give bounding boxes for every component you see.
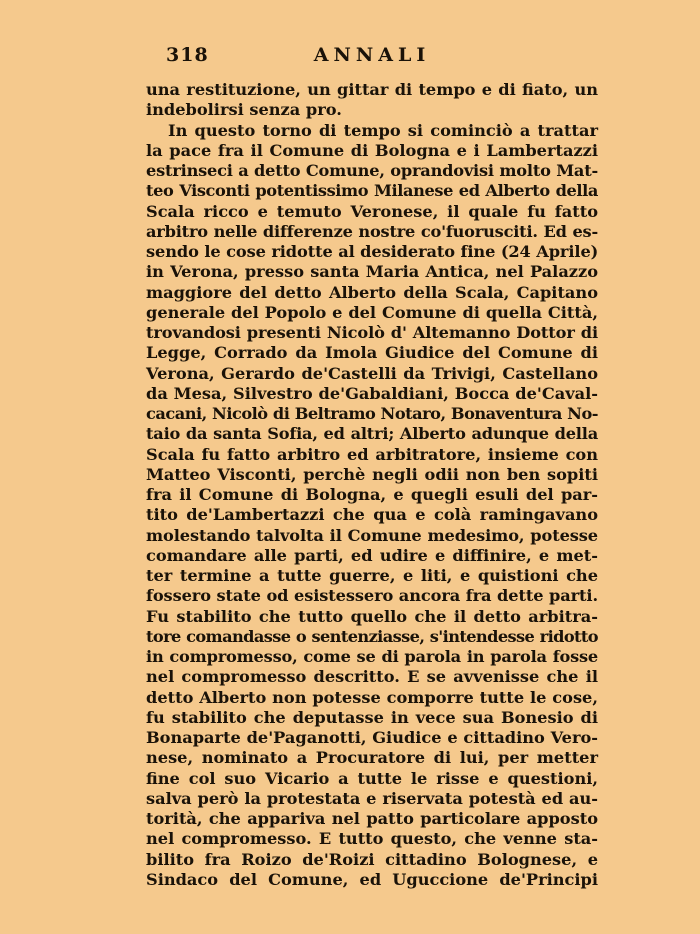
text-line: nese, nominato a Procuratore di lui, per metter (146, 748, 598, 768)
running-head (146, 44, 598, 72)
text-line: Verona, Gerardo de'Castelli da Trivigi, Castellano (146, 363, 598, 383)
text-line: sendo le cose ridotte al desiderato fine (24 Aprile) (146, 242, 599, 261)
text-line: Scala ricco e temuto Veronese, il quale fu fatto (146, 201, 598, 221)
text-line: indebolirsi senza pro. (146, 100, 342, 120)
text-line: fine col suo Vicario a tutte le risse e questioni, (146, 768, 598, 788)
text-line: in compromesso, come se di parola in parola fosse (146, 647, 598, 666)
text-line: maggiore del detto Alberto della Scala, Capitano (146, 282, 598, 302)
text-line: Legge, Corrado da Imola Giudice del Comune di (146, 343, 598, 363)
text-line: fossero state od esistessero ancora fra dette parti. (146, 586, 598, 606)
text-line: in Verona, presso santa Maria Antica, nel Palazzo (146, 262, 598, 282)
text-line: da Mesa, Silvestro de'Gabaldiani, Bocca de'Caval- (146, 383, 598, 403)
text-line: bilito fra Roizo de'Roizi cittadino Bolognese, e (146, 849, 598, 869)
text-line: arbitro nelle differenze nostre co'fuorusciti. Ed es- (146, 221, 598, 241)
text-line: molestando talvolta il Comune medesimo, potesse (146, 525, 598, 545)
text-line: comandare alle parti, ed udire e diffinire, e met- (146, 545, 598, 565)
text-line: fu stabilito che deputasse in vece sua Bonesio di (146, 707, 598, 727)
text-line: Bonaparte de'Paganotti, Giudice e cittadino Vero- (146, 728, 598, 747)
text-line: trovandosi presenti Nicolò d' Altemanno Dottor di (146, 323, 598, 342)
text-line: Sindaco del Comune, ed Uguccione de'Principi (146, 869, 598, 889)
text-line: Scala fu fatto arbitro ed arbitratore, insieme con (146, 444, 598, 464)
text-line: generale del Popolo e del Comune di quella Città, (146, 302, 598, 322)
text-line: detto Alberto non potesse comporre tutte le cose, (146, 687, 598, 707)
text-line: tore comandasse o sentenziasse, s'intendesse ridotto (146, 626, 598, 646)
text-line: salva però la protestata e riservata potestà ed au- (146, 788, 598, 808)
text-line: una restituzione, un gittar di tempo e di fiato, un (146, 80, 598, 99)
text-line: Fu stabilito che tutto quello che il detto arbitra- (146, 606, 598, 626)
text-line: Matteo Visconti, perchè negli odii non ben sopiti (146, 464, 598, 484)
text-line: estrinseci a detto Comune, oprandovisi molto Mat- (146, 161, 598, 180)
page-number: 318 (166, 44, 209, 66)
text-line: tito de'Lambertazzi che qua e colà ramingavano (146, 505, 598, 525)
text-line: taio da santa Sofia, ed altri; Alberto adunque della (146, 424, 598, 444)
body-text (146, 80, 598, 890)
text-line: nel compromesso descritto. E se avvenisse che il (146, 667, 598, 687)
text-line: fra il Comune di Bologna, e quegli esuli del par- (146, 485, 598, 504)
text-line: In questo torno di tempo si cominciò a trattar (168, 120, 598, 140)
text-line: cacani, Nicolò di Beltramo Notaro, Bonaventura No- (146, 404, 598, 423)
text-line: ter termine a tutte guerre, e liti, e quistioni che (146, 566, 598, 585)
text-line: torità, che appariva nel patto particolare apposto (146, 809, 598, 828)
text-line: la pace fra il Comune di Bologna e i Lambertazzi (146, 140, 598, 160)
running-title: ANNALI (313, 44, 431, 66)
text-line: teo Visconti potentissimo Milanese ed Alberto della (146, 181, 598, 201)
text-line: nel compromesso. E tutto questo, che venne sta- (146, 829, 598, 849)
